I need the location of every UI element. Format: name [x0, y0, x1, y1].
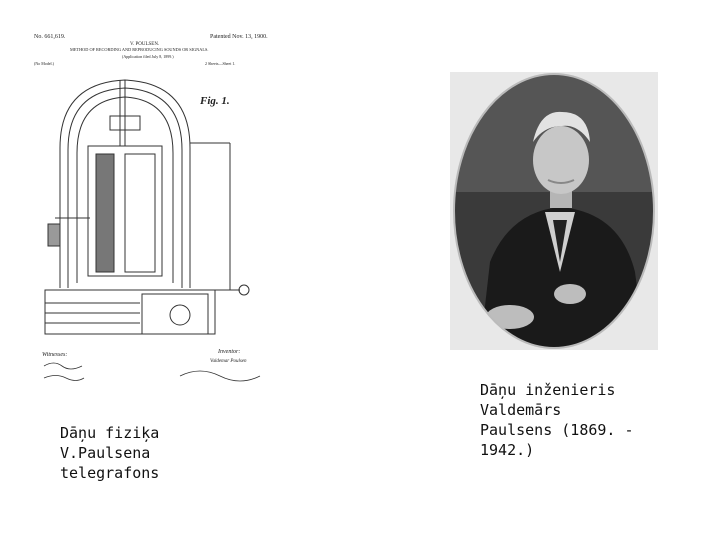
patent-sheets: 2 Sheets—Sheet 1. — [205, 61, 236, 66]
inventor-name: Valdemar Poulsen — [210, 359, 247, 364]
signatures — [44, 363, 260, 381]
witnesses-label: Witnesses: — [42, 352, 68, 358]
patent-inventor-header: V. POULSEN. — [130, 42, 160, 47]
patent-model: (No Model.) — [34, 61, 54, 66]
fig-label: Fig. 1. — [200, 95, 230, 107]
caption-paulsen: Dāņu inženieris Valdemārs Paulsens (1869. - 1942.) — [480, 381, 634, 459]
patent-application: (Application filed July 8, 1899.) — [122, 54, 174, 59]
caption-telegraphone: Dāņu fiziķa V.Paulsena telegrafons — [60, 424, 160, 482]
patent-date: Patented Nov. 13, 1900. — [210, 34, 268, 40]
portrait-photo — [450, 72, 658, 350]
patent-title: METHOD OF RECORDING AND REPRODUCING SOUNDS OR SIGNALS. — [70, 47, 209, 52]
patent-number: No. 661,619. — [34, 34, 66, 40]
telegraphone-illustration — [45, 80, 249, 334]
patent-drawing — [30, 28, 275, 398]
inventor-label: Inventor: — [218, 349, 241, 355]
